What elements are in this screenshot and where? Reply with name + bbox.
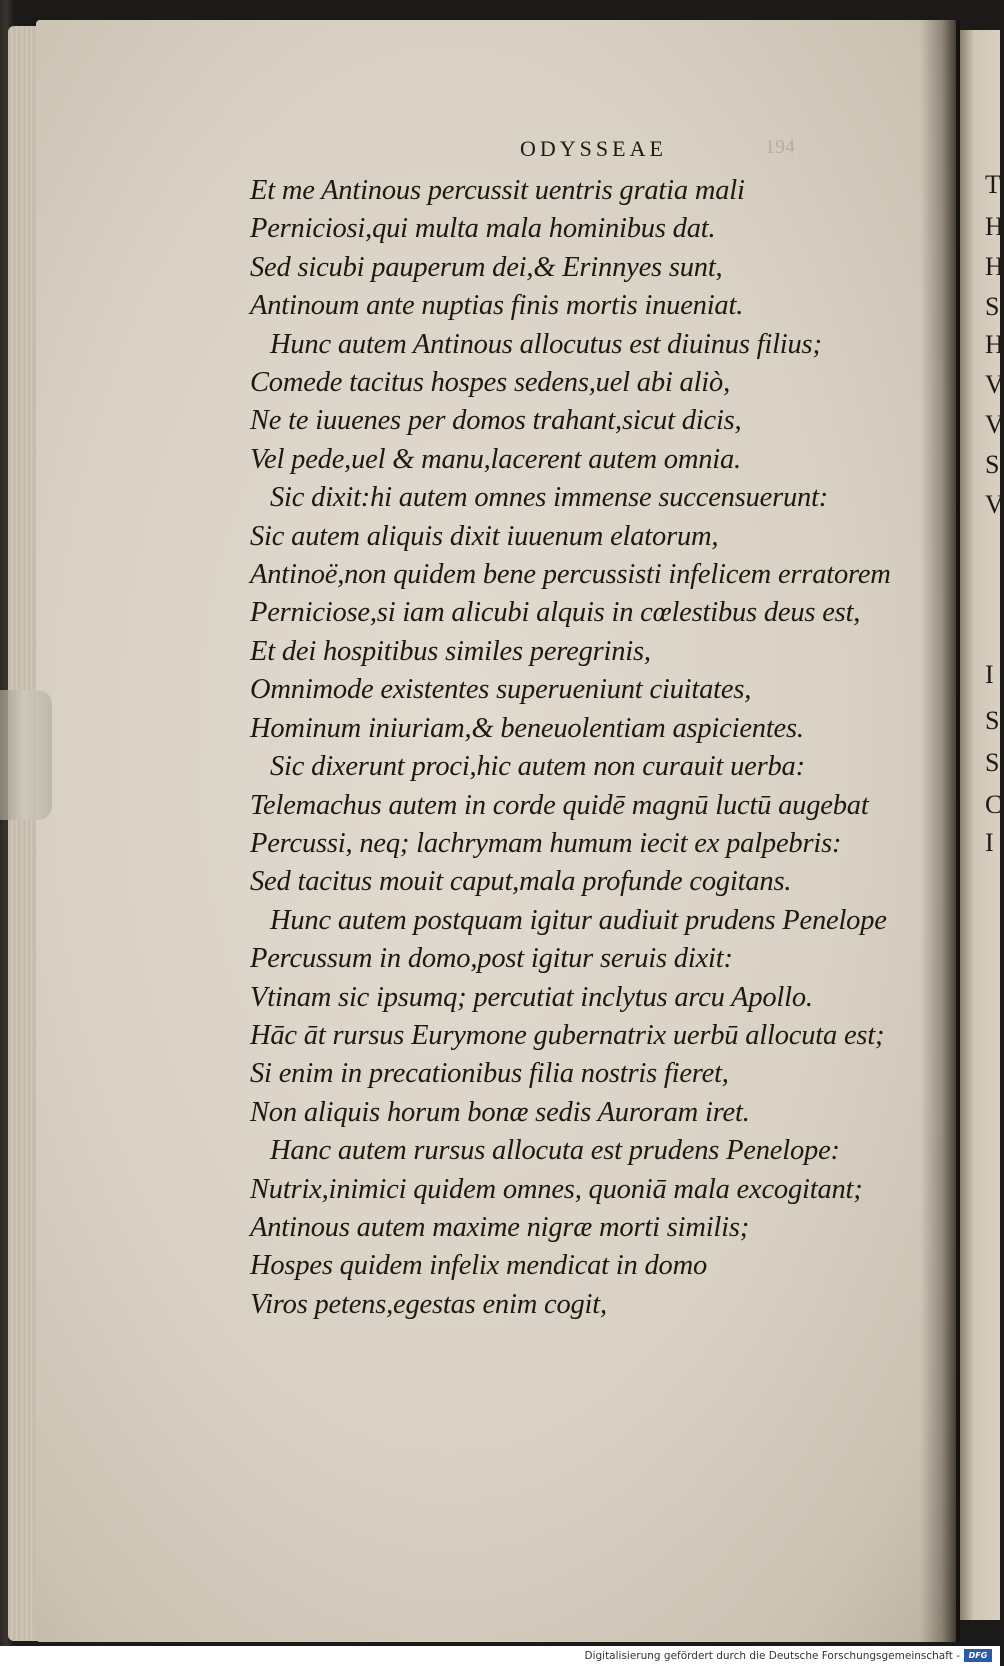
verse-line: Perniciose,si iam alicubi alquis in cœlestibus deus est,: [250, 597, 861, 629]
dfg-logo-icon: DFG: [964, 1649, 992, 1662]
verse-line: Hunc autem Antinous allocutus est diuinus filius;: [270, 328, 822, 360]
facing-page-letter: V: [985, 490, 1004, 519]
facing-page-letter: I: [985, 828, 994, 857]
verse-line: Et dei hospitibus similes peregrinis,: [250, 635, 651, 667]
verse-line: Comede tacitus hospes sedens,uel abi aliò,: [250, 367, 730, 399]
verse-line: Perniciosi,qui multa mala hominibus dat.: [250, 213, 716, 245]
facing-page-letter: S: [985, 292, 1000, 321]
facing-page-letter: I: [985, 660, 994, 689]
verse-line: Sic dixerunt proci,hic autem non curauit uerba:: [270, 751, 805, 783]
facing-page-letter: T: [985, 170, 1001, 199]
running-header: ODYSSEAE: [520, 136, 667, 161]
facing-page-letter: S: [985, 748, 1000, 777]
page-clip: [0, 690, 52, 820]
facing-page-letter: H: [985, 212, 1004, 241]
verse-line: Hominum iniuriam,& beneuolentiam aspicientes.: [250, 712, 804, 744]
facing-page-letter: S: [985, 706, 1000, 735]
facing-page-letter: V: [985, 410, 1004, 439]
verse-line: Omnimode existentes superueniunt ciuitates,: [250, 674, 752, 706]
footer-credit: Digitalisierung gefördert durch die Deutsche Forschungsgemeinschaft -: [584, 1650, 960, 1662]
facing-page-letter: C: [985, 790, 1003, 819]
verse-line: Sed sicubi pauperum dei,& Erinnyes sunt,: [250, 251, 723, 283]
verse-line: Vel pede,uel & manu,lacerent autem omnia.: [250, 443, 741, 475]
facing-page-letter: V: [985, 370, 1004, 399]
facing-page-letter: S: [985, 450, 1000, 479]
verse-line: Sic autem aliquis dixit iuuenum elatorum,: [250, 520, 719, 552]
verse-line: Sed tacitus mouit caput,mala profunde cogitans.: [250, 866, 792, 898]
verse-line: Viros petens,egestas enim cogit,: [250, 1288, 607, 1320]
verse-line: Nutrix,inimici quidem omnes, quoniā mala excogitant;: [250, 1173, 863, 1205]
verse-line: Hanc autem rursus allocuta est prudens Penelope:: [270, 1135, 840, 1167]
facing-page-letter: H: [985, 330, 1004, 359]
verse-line: Hospes quidem infelix mendicat in domo: [250, 1250, 708, 1282]
facing-page-letter: H: [985, 252, 1004, 281]
verse-line: Hunc autem postquam igitur audiuit prudens Penelope: [270, 904, 887, 936]
verse-line: Si enim in precationibus filia nostris fieret,: [250, 1058, 729, 1090]
verse-line: Antinoum ante nuptias finis mortis inueniat.: [250, 290, 744, 322]
verse-line: Percussi, neq; lachrymam humum iecit ex palpebris:: [250, 827, 842, 859]
verse-line: Antinous autem maxime nigræ morti similis;: [250, 1211, 750, 1243]
verse-line: Et me Antinous percussit uentris gratia mali: [250, 175, 745, 206]
verse-line: Vtinam sic ipsumq; percutiat inclytus arcu Apollo.: [250, 981, 813, 1013]
verse-line: Non aliquis horum bonæ sedis Auroram iret.: [250, 1096, 750, 1128]
verse-block: [250, 172, 930, 1324]
verse-line: Percussum in domo,post igitur seruis dixit:: [250, 943, 733, 975]
faint-page-number: 194: [765, 136, 795, 158]
verse-line: Antinoë,non quidem bene percussisti infelicem erratorem: [250, 559, 891, 591]
verse-line: Telemachus autem in corde quidē magnū luctū augebat: [250, 789, 869, 821]
verse-line: Ne te iuuenes per domos trahant,sicut dicis,: [250, 405, 742, 437]
verse-line: Hāc āt rursus Eurymone gubernatrix uerbū allocuta est;: [250, 1019, 885, 1051]
verse-line: Sic dixit:hi autem omnes immense succensuerunt:: [270, 482, 829, 514]
